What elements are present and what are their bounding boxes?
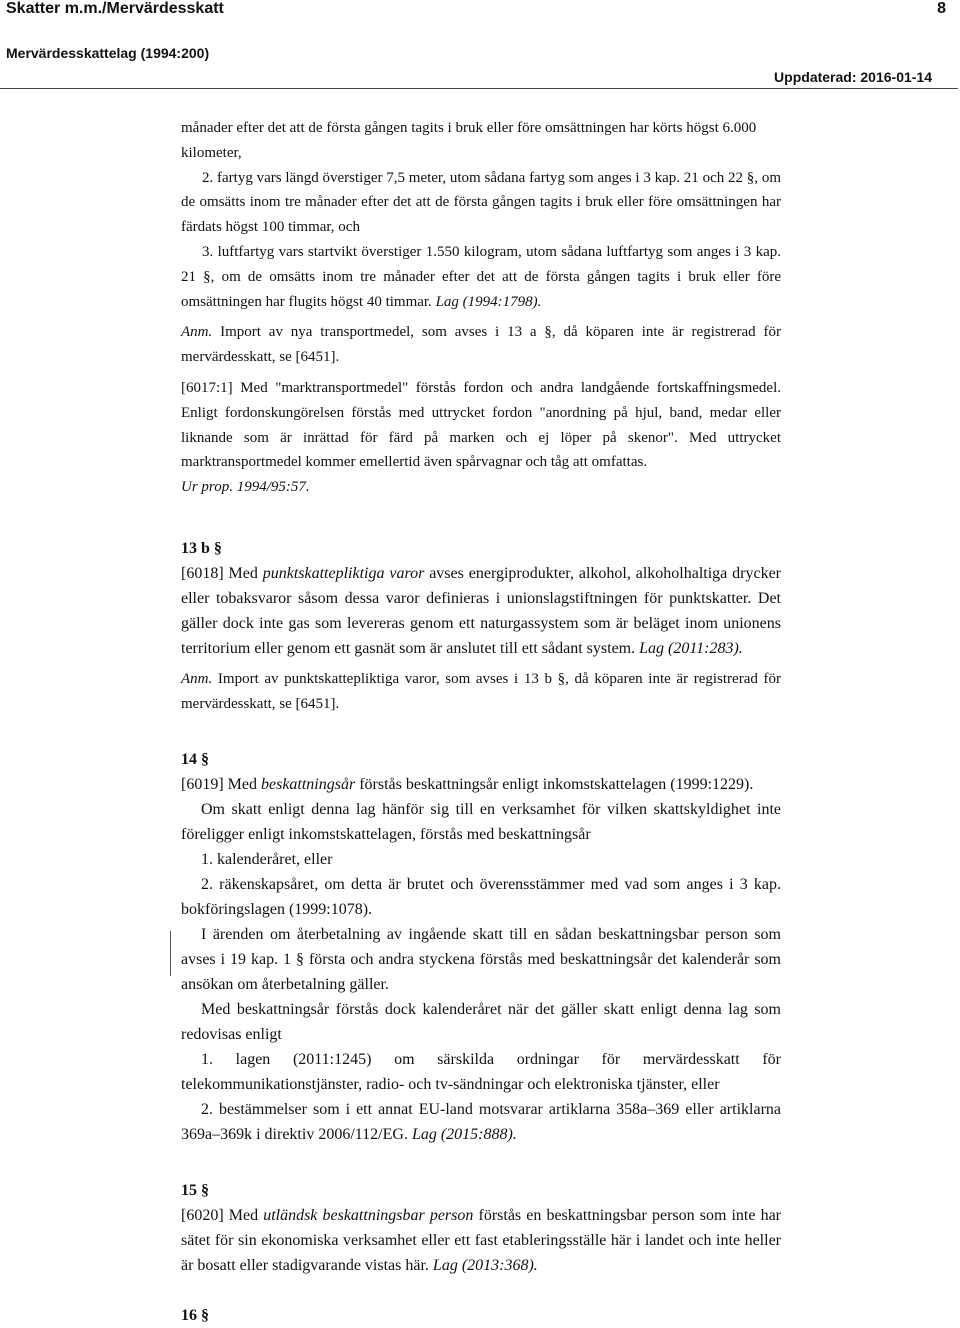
list-item: 1. lagen (2011:1245) om särskilda ordningar för mervärdesskatt för telekommunikationstjänster, radio- och tv-sändningar och elektroniska tjänster, eller — [181, 1050, 781, 1093]
defined-term: utländsk beskattningsbar person — [263, 1206, 474, 1224]
law-reference: Lag (1994:1798). — [435, 293, 542, 310]
list-item: 2. räkenskapsåret, om detta är brutet och överensstämmer med vad som anges i 3 kap. bokföringslagen (1999:1078). — [181, 875, 781, 918]
annotation: Anm. Import av nya transportmedel, som avses i 13 a §, då köparen inte är registrerad för mervärdesskatt, se [6451]. — [181, 324, 782, 366]
change-bar — [170, 931, 171, 976]
section-text: I ärenden om återbetalning av ingående skatt till en sådan beskattningsbar person som avses i 19 kap. 1 § första och andra styckena förstås med beskattningsår det kalenderår som ansökan om återbetalning gäller. — [181, 925, 781, 993]
defined-term: punktskattepliktiga varor — [262, 564, 425, 582]
page-header — [0, 0, 960, 92]
list-item: 2. fartyg vars längd överstiger 7,5 meter, utom sådana fartyg som anges i 3 kap. 21 och 22 §, om de omsätts inom tre månader efter det att de första gången tagits i bruk eller före omsättningen har färdats högst 100 timmar, och — [181, 169, 781, 236]
continued-text: månader efter det att de första gången tagits i bruk eller före omsättningen har körts högst 6.000 kilometer, — [181, 120, 757, 161]
defined-term: beskattningsår — [260, 775, 356, 793]
annotation-label: Anm. — [181, 324, 213, 341]
list-item: 3. luftfartyg vars startvikt överstiger 1.550 kilogram, utom sådana luftfartyg som anges i 3 kap. 21 §, om de omsätts inom tre månader efter det att de första gången tagits i bruk eller före omsättningen har flugits högst 40 timmar. Lag (1994:1798). — [181, 243, 781, 310]
page-number: 8 — [937, 0, 946, 17]
document-title: Skatter m.m./Mervärdesskatt — [6, 0, 224, 17]
section-text: [6019] Med beskattningsår förstås beskattningsår enligt inkomstskattelagen (1999:1229). — [181, 775, 754, 793]
header-divider — [0, 88, 958, 89]
section-heading-13b: 13 b § — [181, 539, 222, 557]
law-reference: Lag (2013:368). — [432, 1256, 538, 1274]
law-reference: Lag (2011:283). — [639, 639, 743, 657]
annotation: Anm. Import av punktskattepliktiga varor, som avses i 13 b §, då köparen inte är registrerad för mervärdesskatt, se [6451]. — [181, 670, 781, 712]
annotation-label: Anm. — [181, 670, 213, 687]
section-text: Med beskattningsår förstås dock kalenderåret när det gäller skatt enligt denna lag som redovisas enligt — [181, 1000, 781, 1043]
section-text: [6018] Med punktskattepliktiga varor avses energiprodukter, alkohol, alkoholhaltiga drycker eller tobaksvaror såsom dessa varor definieras i unionslagstiftningen för punktskatter. Det gäller dock inte gas som levereras genom ett naturgassystem som är beläget inom unionens territorium eller genom ett gasnät som är anslutet till ett sådant system. Lag (2011:283). — [181, 564, 781, 657]
law-reference: Lag (2015:888). — [411, 1125, 517, 1143]
list-item: 1. kalenderåret, eller — [201, 850, 333, 868]
section-heading-16: 16 § — [181, 1306, 209, 1324]
page-body — [181, 116, 781, 1328]
section-heading-15: 15 § — [181, 1181, 209, 1199]
section-heading-14: 14 § — [181, 750, 209, 768]
commentary-6017: [6017:1] Med "marktransportmedel" förstås fordon och andra landgående fortskaffningsmedel. Enligt fordonskungörelsen förstås med uttrycket fordon "anordning på hjul, band, medar eller liknande som är inrättad för färd på marken och ej löper på skenor". Med uttrycket marktransportmedel kommer emellertid även spårvagnar och tåg att omfattas. Ur prop. 1994/95:57. — [181, 379, 781, 496]
section-text: [6020] Med utländsk beskattningsbar person förstås en beskattningsbar person som inte har sätet för sin ekonomiska verksamhet eller ett fast etableringsställe här i landet och inte heller är bosatt eller stadigvarande vistas här. Lag (2013:368). — [181, 1206, 782, 1274]
proposition-reference: Ur prop. 1994/95:57. — [181, 479, 310, 496]
section-text: Om skatt enligt denna lag hänför sig till en verksamhet för vilken skattskyldighet inte föreligger enligt inkomstskattelagen, förstås med beskattningsår — [181, 800, 781, 843]
list-item: 2. bestämmelser som i ett annat EU-land motsvarar artiklarna 358a–369 eller artiklarna 369a–369k i direktiv 2006/112/EG. Lag (2015:888). — [181, 1100, 781, 1143]
law-title: Mervärdesskattelag (1994:200) — [6, 45, 210, 61]
updated-date: Uppdaterad: 2016-01-14 — [774, 69, 932, 85]
